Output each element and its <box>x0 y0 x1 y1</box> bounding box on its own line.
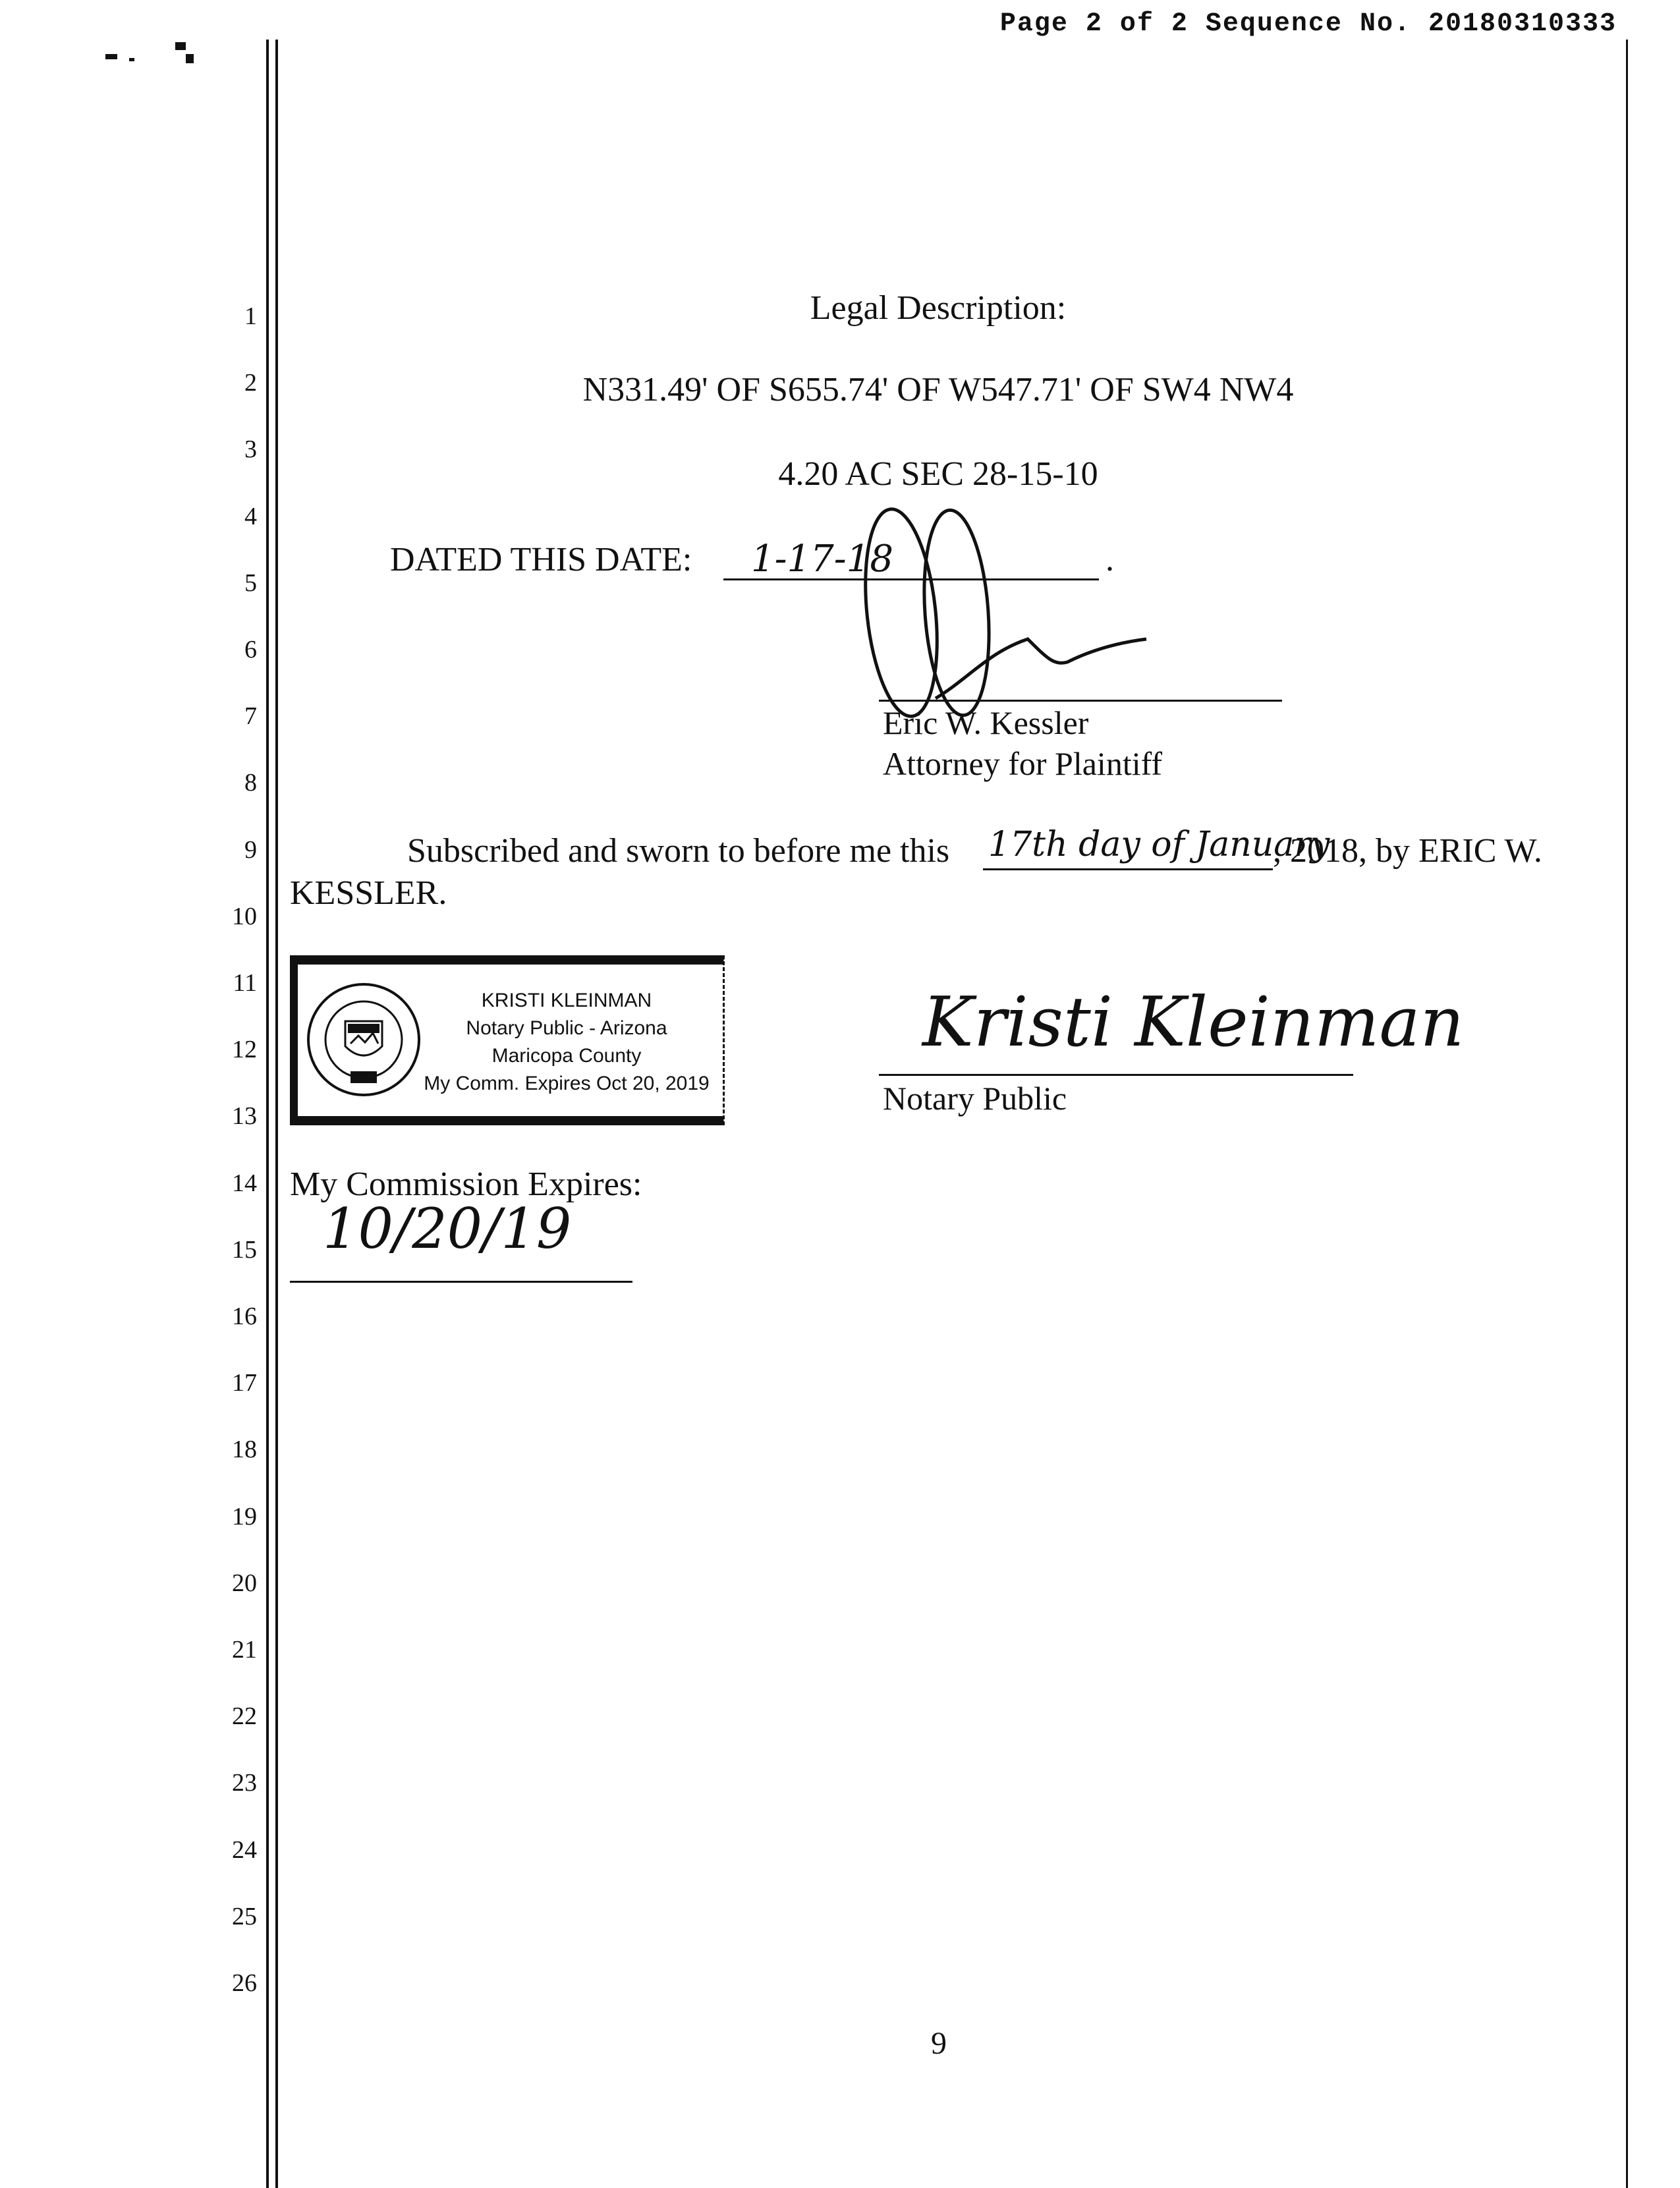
scan-artifact <box>186 54 194 63</box>
line-number: 26 <box>232 1969 257 1997</box>
line-number: 17 <box>232 1369 257 1397</box>
line-number: 12 <box>232 1036 257 1063</box>
commission-handwritten-date: 10/20/19 <box>323 1196 572 1261</box>
left-margin-rule <box>275 40 278 2188</box>
line-number: 19 <box>232 1503 257 1530</box>
line-number: 25 <box>232 1903 257 1930</box>
line-number: 24 <box>232 1836 257 1864</box>
dated-label: DATED THIS DATE: <box>390 541 692 578</box>
line-number: 20 <box>232 1569 257 1597</box>
scan-artifact <box>105 54 117 59</box>
page-number: 9 <box>931 2026 947 2061</box>
signature-line <box>879 700 1282 702</box>
scan-artifact <box>175 42 186 50</box>
stamp-notary-name: KRISTI KLEINMAN <box>481 990 652 1011</box>
commission-label: My Commission Expires: <box>290 1165 642 1203</box>
jurat-continuation: KESSLER. <box>290 874 447 912</box>
line-number: 15 <box>232 1236 257 1264</box>
stamp-line-3: Maricopa County <box>491 1045 642 1067</box>
line-number: 1 <box>244 302 257 330</box>
stamp-line-2: Notary Public - Arizona <box>466 1017 667 1039</box>
line-number: 9 <box>244 836 257 864</box>
arizona-seal-icon <box>304 980 423 1099</box>
stamp-line-4: My Comm. Expires Oct 20, 2019 <box>424 1073 710 1094</box>
jurat-prefix: Subscribed and sworn to before me this <box>407 832 950 870</box>
page-sequence-header: Page 2 of 2 Sequence No. 20180310333 <box>999 9 1617 39</box>
legal-description-title: Legal Description: <box>810 289 1067 327</box>
line-number: 14 <box>232 1169 257 1197</box>
jurat-date-underline <box>983 868 1273 870</box>
line-number: 23 <box>232 1769 257 1797</box>
notary-signature-line <box>879 1074 1353 1076</box>
line-number: 10 <box>232 903 257 930</box>
line-number: 22 <box>232 1702 257 1730</box>
signer-name: Eric W. Kessler <box>883 704 1089 741</box>
left-margin-rule <box>266 40 269 2188</box>
line-number: 4 <box>244 503 257 530</box>
line-number: 21 <box>232 1636 257 1664</box>
right-margin-rule <box>1626 40 1628 2188</box>
legal-description-line-1: N331.49' OF S655.74' OF W547.71' OF SW4 NW4 <box>582 371 1294 408</box>
notary-signature: Kristi Kleinman <box>922 982 1465 1062</box>
line-number: 18 <box>232 1436 257 1463</box>
legal-description-line-2: 4.20 AC SEC 28-15-10 <box>778 455 1098 493</box>
line-number: 8 <box>244 769 257 797</box>
line-number: 11 <box>233 969 257 997</box>
scan-artifact <box>129 58 134 61</box>
jurat-handwritten-date: 17th day of January <box>988 825 1330 864</box>
signer-title: Attorney for Plaintiff <box>883 745 1162 782</box>
dated-period: . <box>1106 541 1114 578</box>
line-number: 16 <box>232 1303 257 1330</box>
line-number: 2 <box>244 369 257 397</box>
commission-underline <box>290 1281 632 1283</box>
notary-label: Notary Public <box>883 1080 1067 1117</box>
line-number: 6 <box>244 636 257 663</box>
line-number: 7 <box>244 702 257 730</box>
handwritten-date: 1-17-18 <box>751 538 893 580</box>
jurat-suffix: , 2018, by ERIC W. <box>1273 832 1542 870</box>
line-number: 3 <box>244 435 257 463</box>
attorney-signature <box>856 501 1173 725</box>
line-number: 5 <box>244 569 257 597</box>
notary-stamp <box>290 955 744 1128</box>
line-number: 13 <box>232 1102 257 1130</box>
